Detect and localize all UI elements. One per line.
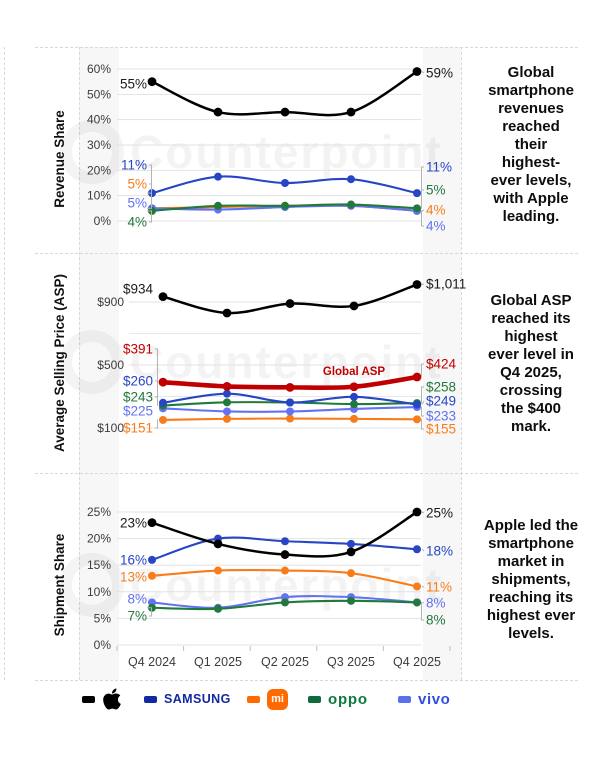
vivo-wordmark: vivo xyxy=(418,690,451,708)
svg-text:Revenue Share: Revenue Share xyxy=(52,110,67,208)
apple-swatch xyxy=(82,696,95,703)
vivo-swatch xyxy=(398,696,411,703)
legend-item-xiaomi xyxy=(247,684,288,714)
svg-text:11%: 11% xyxy=(426,159,453,175)
oppo-swatch xyxy=(308,696,321,703)
legend-item-oppo xyxy=(308,684,368,714)
svg-text:$391: $391 xyxy=(122,341,153,357)
svg-text:40%: 40% xyxy=(86,112,111,127)
svg-text:Shipment Share: Shipment Share xyxy=(52,533,67,637)
svg-text:4%: 4% xyxy=(127,214,147,230)
legend-item-samsung xyxy=(144,684,231,714)
svg-text:10%: 10% xyxy=(86,188,111,203)
svg-text:18%: 18% xyxy=(426,543,454,559)
samsung-swatch xyxy=(144,696,157,703)
svg-text:$258: $258 xyxy=(426,379,457,395)
svg-text:Q3 2025: Q3 2025 xyxy=(327,655,375,669)
svg-text:$424: $424 xyxy=(426,356,457,372)
svg-text:60%: 60% xyxy=(86,62,111,77)
svg-text:5%: 5% xyxy=(93,611,111,626)
svg-text:$100: $100 xyxy=(97,421,124,435)
annotation-shipment: Apple led the smartphone market in shipments, reaching its highest ever levels. xyxy=(483,517,579,642)
xiaomi-mi-logo: mi xyxy=(267,689,288,710)
svg-text:Average Selling Price (ASP): Average Selling Price (ASP) xyxy=(52,273,67,453)
svg-text:30%: 30% xyxy=(86,138,111,153)
svg-text:8%: 8% xyxy=(426,595,446,611)
svg-text:$900: $900 xyxy=(97,295,124,309)
apple-logo-icon xyxy=(102,687,122,711)
xiaomi-swatch xyxy=(247,696,260,703)
samsung-wordmark: SAMSUNG xyxy=(164,692,231,706)
svg-text:Q1 2025: Q1 2025 xyxy=(194,655,242,669)
svg-text:15%: 15% xyxy=(86,558,111,573)
svg-text:5%: 5% xyxy=(127,195,147,211)
svg-text:Q4 2025: Q4 2025 xyxy=(393,655,441,669)
legend xyxy=(0,684,600,716)
svg-text:$249: $249 xyxy=(426,393,457,409)
svg-text:20%: 20% xyxy=(86,163,111,178)
legend-item-apple xyxy=(82,684,122,714)
svg-text:Q4 2024: Q4 2024 xyxy=(128,655,176,669)
svg-text:50%: 50% xyxy=(86,87,111,102)
annotation-asp: Global ASP reached its highest ever level in Q4 2025, crossing the $400 mark. xyxy=(488,292,574,435)
svg-text:10%: 10% xyxy=(86,584,111,599)
svg-text:55%: 55% xyxy=(119,76,147,92)
svg-text:Q2 2025: Q2 2025 xyxy=(261,655,309,669)
svg-text:5%: 5% xyxy=(426,182,446,198)
svg-text:23%: 23% xyxy=(119,515,147,531)
svg-text:7%: 7% xyxy=(127,608,147,624)
svg-text:$243: $243 xyxy=(122,389,153,405)
svg-text:4%: 4% xyxy=(426,202,446,218)
oppo-wordmark: oppo xyxy=(328,690,368,708)
svg-text:$233: $233 xyxy=(426,408,457,424)
svg-text:$260: $260 xyxy=(122,373,153,389)
svg-text:$155: $155 xyxy=(426,421,457,437)
svg-text:25%: 25% xyxy=(86,505,111,519)
svg-text:0%: 0% xyxy=(93,214,111,228)
svg-text:25%: 25% xyxy=(426,505,454,521)
svg-text:20%: 20% xyxy=(86,531,111,546)
annotation-revenue: Global smartphone revenues reached their highest- ever levels, with Apple leading. xyxy=(488,64,574,225)
svg-text:Global ASP: Global ASP xyxy=(322,366,386,378)
svg-text:11%: 11% xyxy=(426,579,453,595)
svg-text:8%: 8% xyxy=(127,591,147,607)
svg-text:$500: $500 xyxy=(97,358,124,372)
svg-text:11%: 11% xyxy=(120,157,147,173)
svg-text:$934: $934 xyxy=(122,281,153,297)
svg-text:13%: 13% xyxy=(119,569,147,585)
svg-text:16%: 16% xyxy=(119,552,147,568)
svg-text:0%: 0% xyxy=(93,638,111,652)
svg-text:4%: 4% xyxy=(426,218,446,234)
svg-text:$225: $225 xyxy=(122,403,153,419)
svg-text:8%: 8% xyxy=(426,612,446,628)
svg-text:$1,011: $1,011 xyxy=(426,276,467,292)
svg-text:5%: 5% xyxy=(127,176,147,192)
svg-text:59%: 59% xyxy=(426,65,454,81)
legend-item-vivo xyxy=(398,684,450,714)
svg-text:$151: $151 xyxy=(122,420,153,436)
